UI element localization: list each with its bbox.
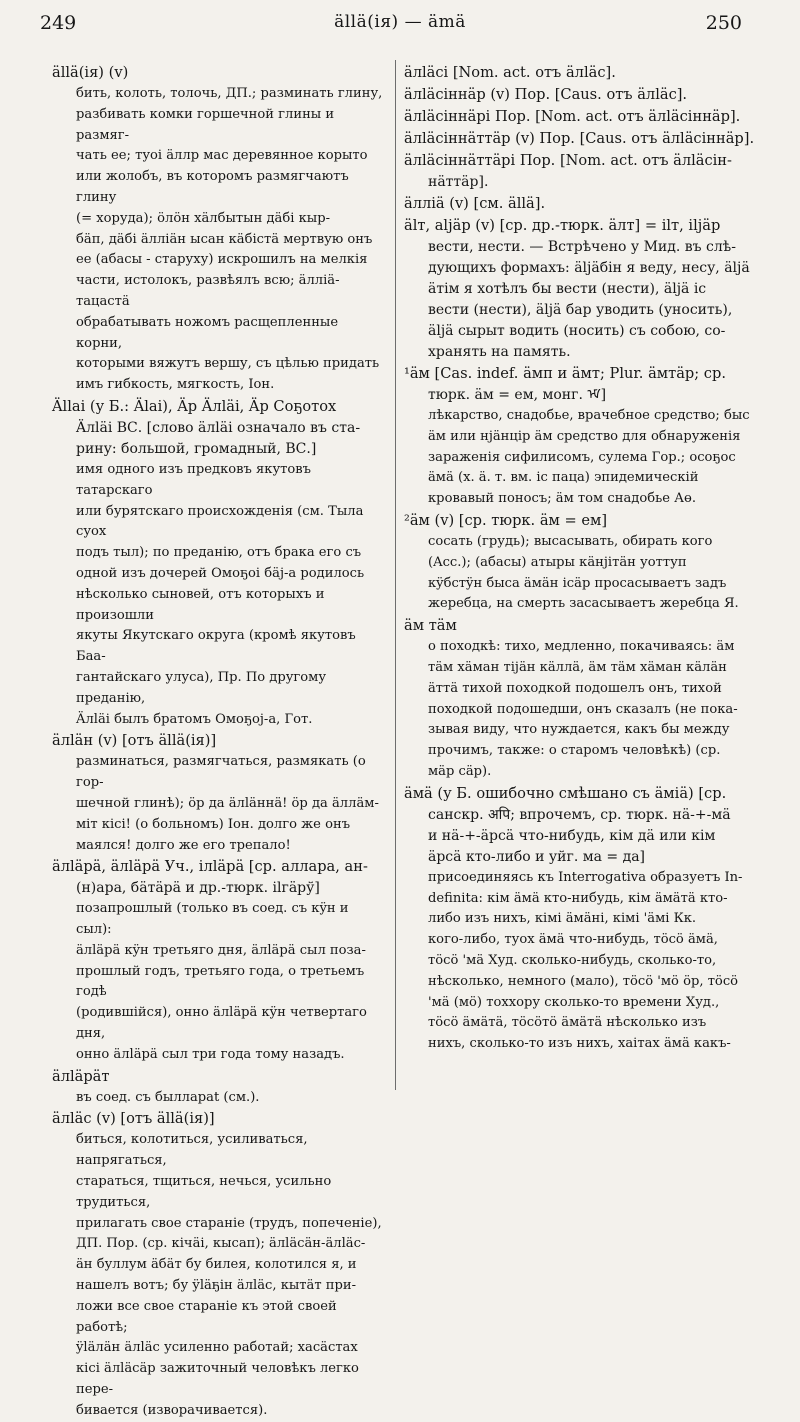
dictionary-entry: [52, 1066, 388, 1109]
entry-headword-continuation: рину: большой, громадный, ВС.]: [76, 440, 317, 457]
entry-definition-line: въ соед. съ быллараt (см.).: [76, 1089, 260, 1105]
entry-definition-line: маялся! долго же его трепало!: [76, 837, 291, 853]
entry-definition-line: имъ гибкость, мягкость, Іон.: [76, 377, 275, 393]
entry-headword: älт, aljäр (v) [ср. др.-тюрк. äлт] = ilт, iljäр: [404, 217, 721, 234]
entry-definition-line: имя одного изъ предковъ якутовъ татарскаго: [76, 461, 311, 498]
entry-headword-continuation: äljä сырыт водить (носить) съ собою, со-: [428, 323, 726, 339]
dictionary-entry: [404, 615, 772, 783]
entry-headword: äлліä (v) [см. ällä].: [404, 195, 546, 212]
entry-headword-continuation: дующихъ формахъ: äljäбін я веду, несу, äljä: [428, 260, 750, 276]
entry-headword-continuation: äтім я хотѣлъ бы вести (нести), äljä іс: [428, 281, 707, 297]
page-header: [0, 10, 800, 38]
entry-definition-line: одной изъ дочерей Омоҕоі бäj-а родилось: [76, 565, 365, 581]
entry-definition-line: гантайскаго улуса), Пр. По другому преданію,: [76, 669, 327, 706]
entry-headword-continuation: тюрк. äм = ем, монг. ᠡᠮ]: [428, 387, 607, 403]
entry-definition-line: кÿбстÿн быса äмäн ісäр просасываетъ задъ: [428, 575, 727, 591]
entry-definition-line: позапрошлый (только въ соед. съ кÿн и сыл):: [76, 901, 349, 938]
dictionary-entry: [404, 363, 772, 510]
dictionary-entry: [404, 62, 772, 84]
running-head: ällä(ія) — ämä: [334, 12, 466, 32]
right-column: [404, 62, 772, 1055]
entry-definition-line: онно äлläрä сыл три года тому назадъ.: [76, 1046, 345, 1062]
entry-definition-line: ДП. Пор. (ср. кічäі, кысап); äлläсäн-äлläс-: [76, 1236, 366, 1252]
entry-headword: äмä (у Б. ошибочно смѣшано съ äміä) [ср.: [404, 784, 727, 802]
entry-definition-line: міт кісі! (о больномъ) Іон. долго же онъ: [76, 816, 351, 832]
entry-definition-line: кровавый поносъ; äм том снадобье Аө.: [428, 491, 697, 507]
entry-definition-line: ее (абасы - старуху) искрошилъ на мелкія: [76, 252, 368, 268]
entry-headword: ällä(ія) (v): [52, 64, 129, 81]
entry-definition-line: лѣкарство, снадобье, врачебное средство; быс: [428, 408, 750, 423]
entry-definition-line: нихъ, сколько-то изъ нихъ, хаітах äмä какъ-: [428, 1036, 731, 1052]
entry-definition-line: тöсö 'мä Худ. сколько-нибудь, сколько-то,: [428, 952, 717, 968]
entry-definition-line: прилагать свое стараніе (трудъ, попеченіе),: [76, 1215, 382, 1231]
entry-headword-continuation: и нä-+-äрсä что-нибудь, кім дä или кім: [428, 827, 716, 844]
dictionary-entry: [404, 84, 772, 106]
entry-headword: äлläсі [Nom. act. отъ äлläс].: [404, 64, 616, 81]
entry-definition-line: äлläрä кÿн третьяго дня, äлläрä сыл поза-: [76, 942, 366, 958]
entry-definition-line: кого-либо, туох äмä что-нибудь, тöсö äмä,: [428, 932, 718, 948]
entry-definition-line: либо изъ нихъ, кімі äмäні, кімі 'äмі Кк.: [428, 911, 697, 927]
dictionary-entry: [52, 730, 388, 856]
entry-definition-line: Äлläі былъ братомъ Омоҕоj-а, Гот.: [76, 711, 313, 727]
entry-definition-line: биться, колотиться, усиливаться, напрягаться,: [76, 1132, 308, 1169]
entry-definition-line: äм или нjäнцір äм средство для обнаруженія: [428, 428, 741, 444]
entry-headword-continuation: нäттäр].: [428, 174, 489, 190]
entry-definition-line: или бурятскаго происхожденія (см. Тыла суох: [76, 503, 364, 540]
dictionary-entry: [404, 783, 772, 1055]
entry-definition-line: походкой подошедши, онъ сказалъ (не пока-: [428, 701, 738, 717]
entry-headword: äлläрäт: [52, 1067, 110, 1085]
entry-headword: äлläсіннäрі Пор. [Nom. act. отъ äлläсіннäр].: [404, 108, 741, 125]
entry-definition-line: или жолобъ, въ которомъ размягчаютъ глину: [76, 169, 349, 205]
entry-definition-line: äн буллум äбäт бу билея, колотился я, и: [76, 1257, 357, 1273]
entry-headword: Ällаі (у Б.: Älаі), Äр Äлläі, Äр Соҕотох: [52, 397, 337, 415]
entry-definition-line: нѣсколько сыновей, отъ которыхъ и произошли: [76, 586, 325, 623]
entry-headword: ¹äм [Cas. indef. äмп и äмт; Plur. äмтäр; ср.: [404, 365, 726, 382]
entry-headword-continuation: санскр. अपि; впрочемъ, ср. тюрк. нä-+-мä: [428, 806, 731, 823]
dictionary-entry: [52, 396, 388, 730]
entry-headword-continuation: äрсä кто-либо и уйг. ма = да]: [428, 848, 646, 865]
entry-definition-line: прошлый годъ, третьяго года, о третьемъ годѣ: [76, 963, 365, 1000]
entry-headword: äлläн (v) [отъ ällä(ія)]: [52, 732, 217, 750]
entry-definition-line: разминаться, размягчаться, размякать (о гор-: [76, 754, 366, 791]
dictionary-entry: [404, 215, 772, 363]
entry-definition-line: ложи все свое стараніе къ этой своей работѣ;: [76, 1298, 337, 1335]
dictionary-entry: [404, 128, 772, 150]
left-column: [52, 62, 388, 1422]
entry-definition-line: äттä тихой походкой подошелъ онъ, тихой: [428, 680, 722, 696]
dictionary-entry: [52, 1108, 388, 1421]
dictionary-entry: [404, 193, 772, 215]
entry-definition-line: разбивать комки горшечной глины и размяг-: [76, 106, 335, 143]
left-page-number: 249: [40, 12, 77, 34]
entry-headword: äлläсіннäттäр (v) Пор. [Caus. отъ äлläсіннäр].: [404, 130, 755, 147]
entry-headword: äлläсіннäр (v) Пор. [Caus. отъ äлläс].: [404, 86, 688, 103]
entry-headword: äлläсіннäттäрі Пор. [Nom. act. отъ äлläсін-: [404, 152, 732, 169]
column-divider: [395, 60, 396, 1090]
right-page-number: 250: [705, 12, 742, 34]
entry-definition-line: присоединяясь къ Interrogativa образуетъ In-: [428, 869, 743, 885]
entry-definition-line: äмä (х. ä. т. вм. іс паца) эпидемическій: [428, 470, 699, 486]
entry-definition-line: зывая виду, что нуждается, какъ бы между: [428, 722, 730, 738]
entry-headword: ²äм (v) [ср. тюрк. äм = ем]: [404, 511, 608, 529]
entry-definition-line: стараться, тщиться, нечься, усильно трудиться,: [76, 1174, 332, 1210]
entry-definition-line: сосать (грудь); высасывать, обирать кого: [428, 533, 713, 549]
entry-headword-continuation: вести, нести. — Встрѣчено у Мид. въ слѣ-: [428, 239, 736, 255]
entry-definition-line: прочимъ, также: о старомъ человѣкѣ) (ср.: [428, 743, 721, 759]
entry-definition-line: обрабатывать ножомъ расщепленные корни,: [76, 314, 339, 351]
entry-definition-line: 'мä (мö) тоххору сколько-то времени Худ.,: [428, 994, 720, 1010]
entry-definition-line: шечной глинѣ); öр да äлläннä! öр да äллäм-: [76, 795, 379, 811]
entry-definition-line: мäр сäр).: [428, 763, 492, 779]
entry-definition-line: тäм хäман тіjäн кäллä, äм тäм хäман кäлäн: [428, 659, 727, 675]
dictionary-entry: [404, 510, 772, 615]
entry-definition-line: ÿläлäн äлläс усиленно работай; хасäстах: [76, 1340, 358, 1356]
entry-definition-line: о походкѣ: тихо, медленно, покачиваясь: äм: [428, 639, 735, 655]
entry-definition-line: бивается (изворачивается).: [76, 1402, 268, 1418]
entry-definition-line: (родившійся), онно äлläрä кÿн четвертаго дня,: [76, 1005, 367, 1042]
entry-headword: äлläрä, äлläрä Уч., ілläрä [ср. аллара, ан-: [52, 858, 368, 876]
entry-definition-line: части, истолокъ, развѣялъ всю; äлліä-тацастä: [76, 273, 340, 309]
entry-definition-line: нѣсколько, немного (мало), тöсö 'мö öр, тöсö: [428, 973, 739, 989]
entry-definition-line: нашелъ вотъ; бу ÿläҕін äлläс, кытäт при-: [76, 1278, 357, 1294]
entry-definition-line: (= хоруда); öлöн хäлбытын дäбі кыр-: [76, 210, 330, 226]
entry-headword-continuation: Äлläі ВС. [слово äлläі означало въ ста-: [76, 419, 361, 436]
entry-definition-line: подъ тыл); по преданію, отъ брака его съ: [76, 545, 362, 561]
entry-headword-continuation: вести (нести), äljä бар уводить (уносить),: [428, 302, 733, 318]
entry-definition-line: (Acc.); (абасы) атыры кäнjітäн уоттуп: [428, 554, 687, 570]
dictionary-entry: [404, 150, 772, 193]
entry-headword: äлläс (v) [отъ ällä(ія)]: [52, 1110, 215, 1128]
entry-definition-line: жеребца, на смерть засасываетъ жеребца Я.: [428, 596, 739, 612]
dictionary-entry: [52, 62, 388, 396]
entry-definition-line: тöсö äмäтä, тöсöтö äмäтä нѣсколько изъ: [428, 1015, 707, 1031]
dictionary-entry: [404, 106, 772, 128]
dictionary-entry: [52, 856, 388, 1065]
entry-definition-line: кісі äлläсäр зажиточный человѣкъ легко пере-: [76, 1361, 359, 1398]
entry-definition-line: якуты Якутскаго округа (кромѣ якутовъ Баа-: [76, 628, 356, 665]
entry-definition-line: чать ее; туоі äллр мас деревянное корыто: [76, 148, 368, 164]
entry-definition-line: зараженія сифилисомъ, сулема Гор.; осоҕос: [428, 449, 736, 465]
entry-definition-line: бäп, дäбі äлліäн ысан кäбістä мертвую онъ: [76, 231, 373, 247]
entry-definition-line: бить, колоть, толочь, ДП.; разминать глину,: [76, 86, 383, 101]
entry-headword-continuation: хранять на память.: [428, 344, 571, 360]
entry-headword-continuation: (н)ара, бäтäрä и др.-тюрк. ilгäрў]: [76, 880, 320, 897]
entry-definition-line: definita: кім äмä кто-нибудь, кім äмäтä кто-: [428, 890, 728, 906]
entry-definition-line: которыми вяжутъ вершу, съ цѣлью придать: [76, 356, 380, 372]
entry-headword: äм тäм: [404, 617, 457, 635]
